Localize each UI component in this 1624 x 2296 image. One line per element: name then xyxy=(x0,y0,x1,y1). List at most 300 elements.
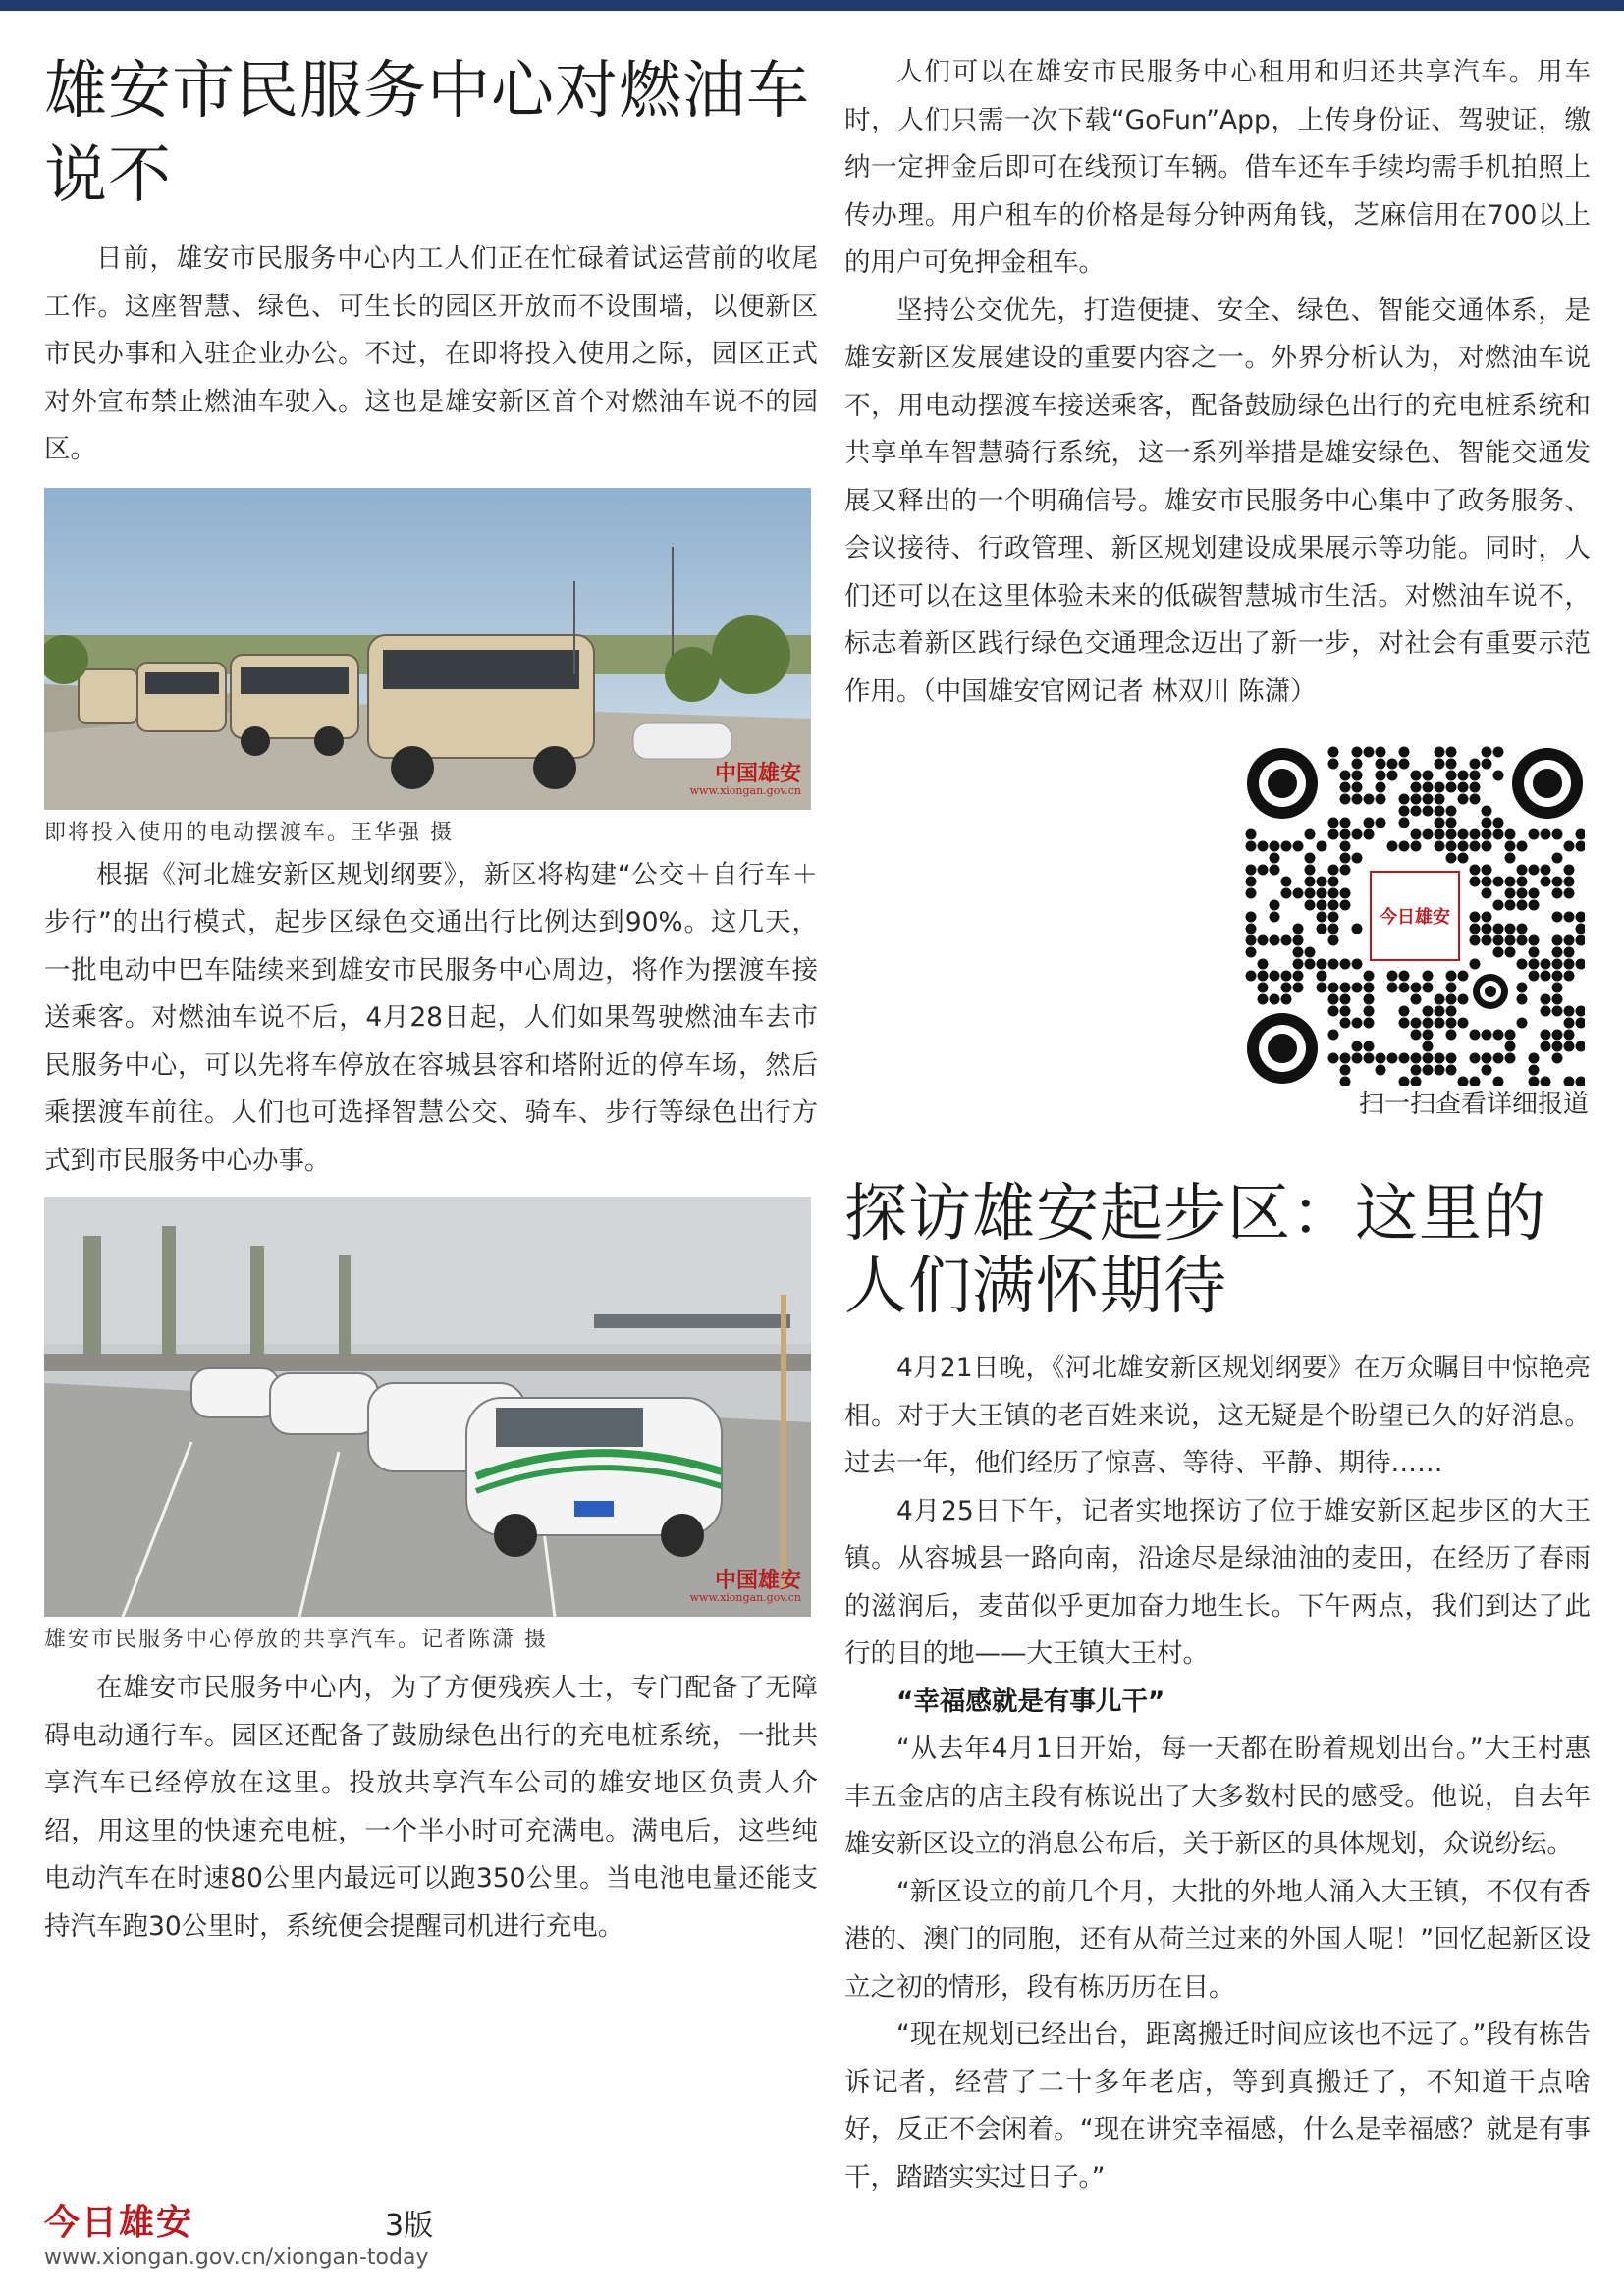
qr-module xyxy=(1482,935,1492,946)
qr-module xyxy=(1317,841,1327,852)
qr-module xyxy=(1552,959,1563,970)
qr-module xyxy=(1399,1006,1410,1017)
qr-module xyxy=(1328,900,1339,911)
qr-module xyxy=(1493,924,1504,934)
qr-module xyxy=(1423,1041,1434,1052)
qr-module xyxy=(1458,971,1469,982)
qr-module xyxy=(1446,983,1457,993)
qr-module xyxy=(1564,877,1575,887)
qr-module xyxy=(1482,888,1492,899)
qr-module xyxy=(1305,877,1316,887)
qr-module xyxy=(1270,853,1280,864)
qr-center-logo: 今日雄安 xyxy=(1380,907,1450,928)
qr-module xyxy=(1305,865,1316,876)
qr-module xyxy=(1458,794,1469,805)
qr-module xyxy=(1340,888,1351,899)
qr-module xyxy=(1541,829,1551,840)
qr-module xyxy=(1364,829,1375,840)
right-column xyxy=(844,49,1591,716)
qr-module xyxy=(1270,994,1280,1005)
qr-module xyxy=(1446,1053,1457,1064)
qr-module xyxy=(1281,841,1292,852)
qr-module xyxy=(1446,806,1457,817)
qr-module xyxy=(1529,935,1540,946)
qr-module xyxy=(1529,947,1540,958)
qr-module xyxy=(1246,935,1257,946)
qr-module xyxy=(1411,1053,1422,1064)
qr-module xyxy=(1376,818,1386,828)
qr-module xyxy=(1340,1065,1351,1076)
qr-module xyxy=(1552,853,1563,864)
qr-module xyxy=(1529,900,1540,911)
qr-module xyxy=(1364,1006,1375,1017)
qr-module xyxy=(1340,771,1351,781)
qr-module xyxy=(1340,794,1351,805)
qr-module xyxy=(1328,935,1339,946)
qr-module xyxy=(1552,994,1563,1005)
qr-module xyxy=(1541,877,1551,887)
qr-module xyxy=(1446,971,1457,982)
qr-module xyxy=(1446,994,1457,1005)
qr-module xyxy=(1423,1006,1434,1017)
qr-module xyxy=(1340,900,1351,911)
watermark-url: www.xiongan.gov.cn xyxy=(689,783,801,797)
qr-module xyxy=(1517,841,1528,852)
qr-module xyxy=(1423,1065,1434,1076)
qr-module xyxy=(1399,759,1410,770)
qr-module xyxy=(1423,1030,1434,1041)
qr-module xyxy=(1423,971,1434,982)
photo2-caption: 雄安市民服务中心停放的共享汽车。记者陈潇 摄 xyxy=(44,1628,548,1652)
qr-module xyxy=(1564,1030,1575,1041)
qr-module xyxy=(1470,877,1481,887)
qr-module xyxy=(1423,782,1434,793)
qr-module xyxy=(1505,888,1516,899)
qr-module xyxy=(1493,947,1504,958)
qr-module xyxy=(1435,794,1445,805)
qr-module xyxy=(1541,994,1551,1005)
qr-module xyxy=(1340,818,1351,828)
qr-code[interactable] xyxy=(1245,746,1585,1086)
qr-module xyxy=(1352,983,1363,993)
qr-module xyxy=(1552,983,1563,993)
qr-module xyxy=(1317,983,1327,993)
qr-module xyxy=(1435,1018,1445,1029)
qr-module xyxy=(1317,971,1327,982)
qr-module xyxy=(1352,782,1363,793)
qr-module xyxy=(1293,947,1304,958)
qr-module xyxy=(1364,747,1375,758)
qr-module xyxy=(1376,771,1386,781)
qr-module xyxy=(1529,865,1540,876)
qr-module xyxy=(1411,841,1422,852)
qr-module xyxy=(1364,994,1375,1005)
qr-module xyxy=(1505,900,1516,911)
qr-module xyxy=(1399,983,1410,993)
qr-module xyxy=(1328,818,1339,828)
qr-module xyxy=(1270,865,1280,876)
qr-module xyxy=(1446,829,1457,840)
qr-module xyxy=(1328,865,1339,876)
qr-module xyxy=(1446,771,1457,781)
qr-module xyxy=(1246,877,1257,887)
qr-module xyxy=(1446,1006,1457,1017)
qr-module xyxy=(1470,794,1481,805)
qr-module xyxy=(1435,829,1445,840)
qr-module xyxy=(1529,1065,1540,1076)
watermark-china-xiongan xyxy=(689,1568,801,1607)
qr-module xyxy=(1246,829,1257,840)
qr-module xyxy=(1482,1030,1492,1041)
photo-shared-cars xyxy=(44,1197,811,1617)
qr-module xyxy=(1399,806,1410,817)
qr-module xyxy=(1270,935,1280,946)
left-column xyxy=(44,49,818,1950)
article1-title: 雄安市民服务中心对燃油车说不 xyxy=(44,55,810,212)
qr-module xyxy=(1470,924,1481,934)
footer-url[interactable]: www.xiongan.gov.cn/xiongan-today xyxy=(44,2245,429,2269)
qr-module xyxy=(1482,806,1492,817)
qr-module xyxy=(1270,971,1280,982)
qr-module xyxy=(1376,1065,1386,1076)
qr-module xyxy=(1258,983,1269,993)
qr-module xyxy=(1505,947,1516,958)
qr-module xyxy=(1552,1006,1563,1017)
qr-module xyxy=(1352,1053,1363,1064)
qr-module xyxy=(1364,1041,1375,1052)
qr-module xyxy=(1246,912,1257,923)
qr-module xyxy=(1340,829,1351,840)
qr-module xyxy=(1470,771,1481,781)
qr-module xyxy=(1246,841,1257,852)
qr-module xyxy=(1435,1065,1445,1076)
qr-module xyxy=(1482,912,1492,923)
qr-module xyxy=(1458,1018,1469,1029)
qr-module xyxy=(1328,877,1339,887)
qr-module xyxy=(1505,841,1516,852)
article2-paragraph: “现在规划已经出台，距离搬迁时间应该也不远了。”段有栋告诉记者，经营了二十多年老店，等到真搬迁了，不知道干点啥好，反正不会闲着。“现在讲究幸福感，什么是幸福感？就是有事干，踏踏实实过日子。” xyxy=(844,2019,1591,2193)
qr-module xyxy=(1564,865,1575,876)
qr-module xyxy=(1482,1065,1492,1076)
qr-module xyxy=(1446,818,1457,828)
qr-module xyxy=(1328,959,1339,970)
qr-module xyxy=(1482,759,1492,770)
qr-module xyxy=(1293,983,1304,993)
qr-module xyxy=(1482,865,1492,876)
qr-module xyxy=(1446,841,1457,852)
qr-module xyxy=(1246,865,1257,876)
qr-module xyxy=(1505,1041,1516,1052)
qr-module xyxy=(1529,959,1540,970)
article1-paragraph: 在雄安市民服务中心内，为了方便残疾人士，专门配备了无障碍电动通行车。园区还配备了鼓励绿色出行的充电桩系统，一批共享汽车已经停放在这里。投放共享汽车公司的雄安地区负责人介绍，用这里的快速充电桩，一个半小时可充满电。满电后，这些纯电动汽车在时速80公里内最远可以跑350公里。当电池电量还能支持汽车跑30公里时，系统便会提醒司机进行充电。 xyxy=(44,1673,818,1942)
qr-module xyxy=(1376,747,1386,758)
qr-module xyxy=(1258,865,1269,876)
qr-module xyxy=(1364,818,1375,828)
qr-module xyxy=(1328,1053,1339,1064)
qr-module xyxy=(1258,841,1269,852)
qr-module xyxy=(1482,829,1492,840)
article1-paragraph: 根据《河北雄安新区规划纲要》，新区将构建“公交＋自行车＋步行”的出行模式，起步区绿色交通出行比例达到90%。这几天，一批电动中巴车陆续来到雄安市民服务中心周边，将作为摆渡车接送乘客。对燃油车说不后，4月28日起，人们如果驾驶燃油车去市民服务中心，可以先将车停放在容城县容和塔附近的停车场，然后乘摆渡车前往。人们也可选择智慧公交、骑车、步行等绿色出行方式到市民服务中心办事。 xyxy=(44,859,818,1176)
article2-title: 探访雄安起步区：这里的人们满怀期待 xyxy=(844,1178,1546,1323)
page-number: 3版 xyxy=(385,2209,434,2243)
qr-module xyxy=(1340,1053,1351,1064)
qr-module xyxy=(1564,1018,1575,1029)
qr-module xyxy=(1435,1006,1445,1017)
qr-module xyxy=(1564,1041,1575,1052)
qr-module xyxy=(1435,806,1445,817)
qr-module xyxy=(1411,994,1422,1005)
qr-module xyxy=(1293,888,1304,899)
qr-module xyxy=(1364,971,1375,982)
qr-module xyxy=(1281,983,1292,993)
qr-module xyxy=(1411,782,1422,793)
qr-module xyxy=(1328,759,1339,770)
qr-module xyxy=(1293,959,1304,970)
article1-paragraph: 日前，雄安市民服务中心内工人们正在忙碌着试运营前的收尾工作。这座智慧、绿色、可生长的园区开放而不设围墙，以便新区市民办事和入驻企业办公。不过，在即将投入使用之际，园区正式对外宣布禁止燃油车驶入。这也是雄安新区首个对燃油车说不的园区。 xyxy=(44,243,818,464)
qr-module xyxy=(1493,900,1504,911)
qr-module xyxy=(1552,1030,1563,1041)
qr-caption: 扫一扫查看详细报道 xyxy=(1358,1090,1589,1119)
qr-module xyxy=(1505,1030,1516,1041)
qr-module xyxy=(1517,1018,1528,1029)
qr-module xyxy=(1423,829,1434,840)
qr-module xyxy=(1493,747,1504,758)
qr-module xyxy=(1541,1041,1551,1052)
qr-module xyxy=(1340,994,1351,1005)
qr-module xyxy=(1470,959,1481,970)
qr-module xyxy=(1246,924,1257,934)
article1-paragraph: 坚持公交优先，打造便捷、安全、绿色、智能交通体系，是雄安新区发展建设的重要内容之一。外界分析认为，对燃油车说不，用电动摆渡车接送乘客，配备鼓励绿色出行的充电桩系统和共享单车智慧骑行系统，这一系列举措是雄安绿色、智能交通发展又释出的一个明确信号。雄安市民服务中心集中了政务服务、会议接待、行政管理、新区规划建设成果展示等功能。同时，人们还可以在这里体验未来的低碳智慧城市生活。对燃油车说不，标志着新区践行绿色交通理念迈出了新一步，对社会有重要示范作用。（中国雄安官网记者 林双川 陈潇） xyxy=(844,294,1591,707)
qr-module xyxy=(1387,841,1398,852)
qr-module xyxy=(1411,829,1422,840)
qr-module xyxy=(1470,912,1481,923)
qr-module xyxy=(1399,1053,1410,1064)
qr-module xyxy=(1258,959,1269,970)
qr-module xyxy=(1470,759,1481,770)
article1-paragraph: 人们可以在雄安市民服务中心租用和归还共享汽车。用车时，人们只需一次下载“GoFun”App，上传身份证、驾驶证，缴纳一定押金后即可在线预订车辆。借车还车手续均需手机拍照上传办理。用户租车的价格是每分钟两角钱，芝麻信用在700以上的用户可免押金租车。 xyxy=(844,57,1591,278)
qr-module xyxy=(1411,1030,1422,1041)
qr-module xyxy=(1505,924,1516,934)
qr-module xyxy=(1435,759,1445,770)
photo1-caption: 即将投入使用的电动摆渡车。王华强 摄 xyxy=(44,820,454,845)
qr-module xyxy=(1340,1006,1351,1017)
qr-module xyxy=(1517,865,1528,876)
qr-module xyxy=(1552,912,1563,923)
qr-module xyxy=(1411,1065,1422,1076)
qr-module xyxy=(1552,888,1563,899)
qr-module xyxy=(1328,747,1339,758)
qr-module xyxy=(1317,912,1327,923)
qr-module xyxy=(1423,1053,1434,1064)
qr-module xyxy=(1517,900,1528,911)
qr-module xyxy=(1305,829,1316,840)
qr-module xyxy=(1482,841,1492,852)
qr-module xyxy=(1305,947,1316,958)
qr-module xyxy=(1470,1053,1481,1064)
qr-module xyxy=(1446,782,1457,793)
qr-module xyxy=(1352,1041,1363,1052)
qr-module xyxy=(1529,829,1540,840)
qr-module xyxy=(1517,924,1528,934)
qr-module xyxy=(1493,829,1504,840)
qr-module xyxy=(1352,794,1363,805)
qr-module xyxy=(1446,853,1457,864)
qr-module xyxy=(1340,782,1351,793)
qr-module xyxy=(1328,912,1339,923)
qr-module xyxy=(1541,1030,1551,1041)
top-color-bar xyxy=(0,0,1624,11)
qr-module xyxy=(1281,877,1292,887)
article2 xyxy=(844,1178,1591,2202)
qr-module xyxy=(1423,1018,1434,1029)
qr-module xyxy=(1364,983,1375,993)
qr-module xyxy=(1470,865,1481,876)
qr-module xyxy=(1376,1053,1386,1064)
qr-module xyxy=(1399,841,1410,852)
qr-module xyxy=(1328,924,1339,934)
qr-module xyxy=(1340,959,1351,970)
qr-module xyxy=(1352,924,1363,934)
qr-module xyxy=(1352,747,1363,758)
qr-module xyxy=(1552,829,1563,840)
qr-module xyxy=(1364,794,1375,805)
qr-module xyxy=(1517,983,1528,993)
article2-paragraph: 4月21日晚，《河北雄安新区规划纲要》在万众瞩目中惊艳亮相。对于大王镇的老百姓来说，这无疑是个盼望已久的好消息。过去一年，他们经历了惊喜、等待、平静、期待…… xyxy=(844,1353,1591,1478)
article2-paragraph: “新区设立的前几个月，大批的外地人涌入大王镇，不仅有香港的、澳门的同胞，还有从荷兰过来的外国人呢！”回忆起新区设立之初的情形，段有栋历历在目。 xyxy=(844,1876,1591,2002)
qr-module xyxy=(1505,829,1516,840)
qr-module xyxy=(1552,1041,1563,1052)
qr-module xyxy=(1328,983,1339,993)
qr-module xyxy=(1423,771,1434,781)
qr-module xyxy=(1399,1018,1410,1029)
qr-module xyxy=(1340,865,1351,876)
qr-module xyxy=(1293,924,1304,934)
qr-module xyxy=(1564,888,1575,899)
qr-module xyxy=(1470,841,1481,852)
qr-module xyxy=(1552,935,1563,946)
qr-module xyxy=(1435,1053,1445,1064)
qr-module xyxy=(1340,853,1351,864)
qr-module xyxy=(1317,924,1327,934)
qr-module xyxy=(1352,853,1363,864)
qr-module xyxy=(1246,971,1257,982)
qr-module xyxy=(1328,994,1339,1005)
qr-module xyxy=(1387,1053,1398,1064)
qr-module xyxy=(1328,1006,1339,1017)
qr-module xyxy=(1364,1018,1375,1029)
qr-module xyxy=(1493,1053,1504,1064)
qr-module xyxy=(1317,959,1327,970)
qr-module xyxy=(1281,971,1292,982)
qr-module xyxy=(1328,1030,1339,1041)
qr-module xyxy=(1446,1018,1457,1029)
qr-module xyxy=(1317,900,1327,911)
qr-module xyxy=(1270,841,1280,852)
qr-module xyxy=(1529,971,1540,982)
qr-module xyxy=(1317,888,1327,899)
qr-module xyxy=(1541,865,1551,876)
qr-module xyxy=(1399,818,1410,828)
qr-module xyxy=(1340,1018,1351,1029)
watermark-name: 中国雄安 xyxy=(714,760,801,786)
qr-module xyxy=(1352,759,1363,770)
watermark-url: www.xiongan.gov.cn xyxy=(689,1591,801,1604)
qr-module xyxy=(1411,983,1422,993)
qr-module xyxy=(1470,1030,1481,1041)
qr-module xyxy=(1281,994,1292,1005)
qr-module xyxy=(1458,994,1469,1005)
qr-module xyxy=(1411,806,1422,817)
qr-module xyxy=(1446,747,1457,758)
qr-module xyxy=(1482,747,1492,758)
qr-module xyxy=(1552,971,1563,982)
qr-module xyxy=(1446,759,1457,770)
qr-module xyxy=(1387,983,1398,993)
qr-module xyxy=(1517,994,1528,1005)
qr-module xyxy=(1352,771,1363,781)
qr-module xyxy=(1305,853,1316,864)
qr-module xyxy=(1505,935,1516,946)
qr-module xyxy=(1411,1018,1422,1029)
qr-module xyxy=(1493,818,1504,828)
qr-module xyxy=(1246,947,1257,958)
qr-module xyxy=(1399,794,1410,805)
qr-module xyxy=(1281,935,1292,946)
qr-module xyxy=(1340,841,1351,852)
qr-module xyxy=(1529,888,1540,899)
watermark-china-xiongan xyxy=(689,760,801,800)
qr-module xyxy=(1352,959,1363,970)
qr-module xyxy=(1505,1053,1516,1064)
qr-module xyxy=(1541,959,1551,970)
qr-module xyxy=(1270,912,1280,923)
qr-module xyxy=(1446,1030,1457,1041)
qr-module xyxy=(1352,829,1363,840)
article2-paragraph: “从去年4月1日开始，每一天都在盼着规划出台。”大王村惠丰五金店的店主段有栋说出了大多数村民的感受。他说，自去年雄安新区设立的消息公布后，关于新区的具体规划，众说纷纭。 xyxy=(844,1734,1591,1859)
qr-module xyxy=(1258,971,1269,982)
watermark-name: 中国雄安 xyxy=(714,1568,801,1593)
qr-module xyxy=(1317,877,1327,887)
qr-module xyxy=(1541,1006,1551,1017)
qr-module xyxy=(1293,841,1304,852)
qr-module xyxy=(1411,771,1422,781)
qr-module xyxy=(1564,947,1575,958)
qr-module xyxy=(1423,794,1434,805)
qr-module xyxy=(1493,935,1504,946)
qr-module xyxy=(1564,912,1575,923)
article2-subheading: “幸福感就是有事儿干” xyxy=(896,1685,1165,1717)
qr-module xyxy=(1493,1030,1504,1041)
qr-module xyxy=(1564,1006,1575,1017)
qr-module xyxy=(1458,841,1469,852)
qr-module xyxy=(1482,1053,1492,1064)
qr-module xyxy=(1435,747,1445,758)
qr-module xyxy=(1270,900,1280,911)
qr-module xyxy=(1423,806,1434,817)
qr-module xyxy=(1470,782,1481,793)
qr-module xyxy=(1482,818,1492,828)
photo-electric-shuttle-buses xyxy=(44,488,811,810)
qr-module xyxy=(1435,841,1445,852)
article2-paragraph: 4月25日下午，记者实地探访了位于雄安新区起步区的大王镇。从容城县一路向南，沿途尽是绿油油的麦田，在经历了春雨的滋润后，麦苗似乎更加奋力地生长。下午两点，我们到达了此行的目的地——大王镇大王村。 xyxy=(844,1495,1591,1669)
qr-module xyxy=(1458,771,1469,781)
qr-module xyxy=(1328,829,1339,840)
qr-module xyxy=(1387,771,1398,781)
qr-module xyxy=(1564,841,1575,852)
qr-module xyxy=(1470,935,1481,946)
qr-module xyxy=(1328,888,1339,899)
qr-module xyxy=(1517,959,1528,970)
